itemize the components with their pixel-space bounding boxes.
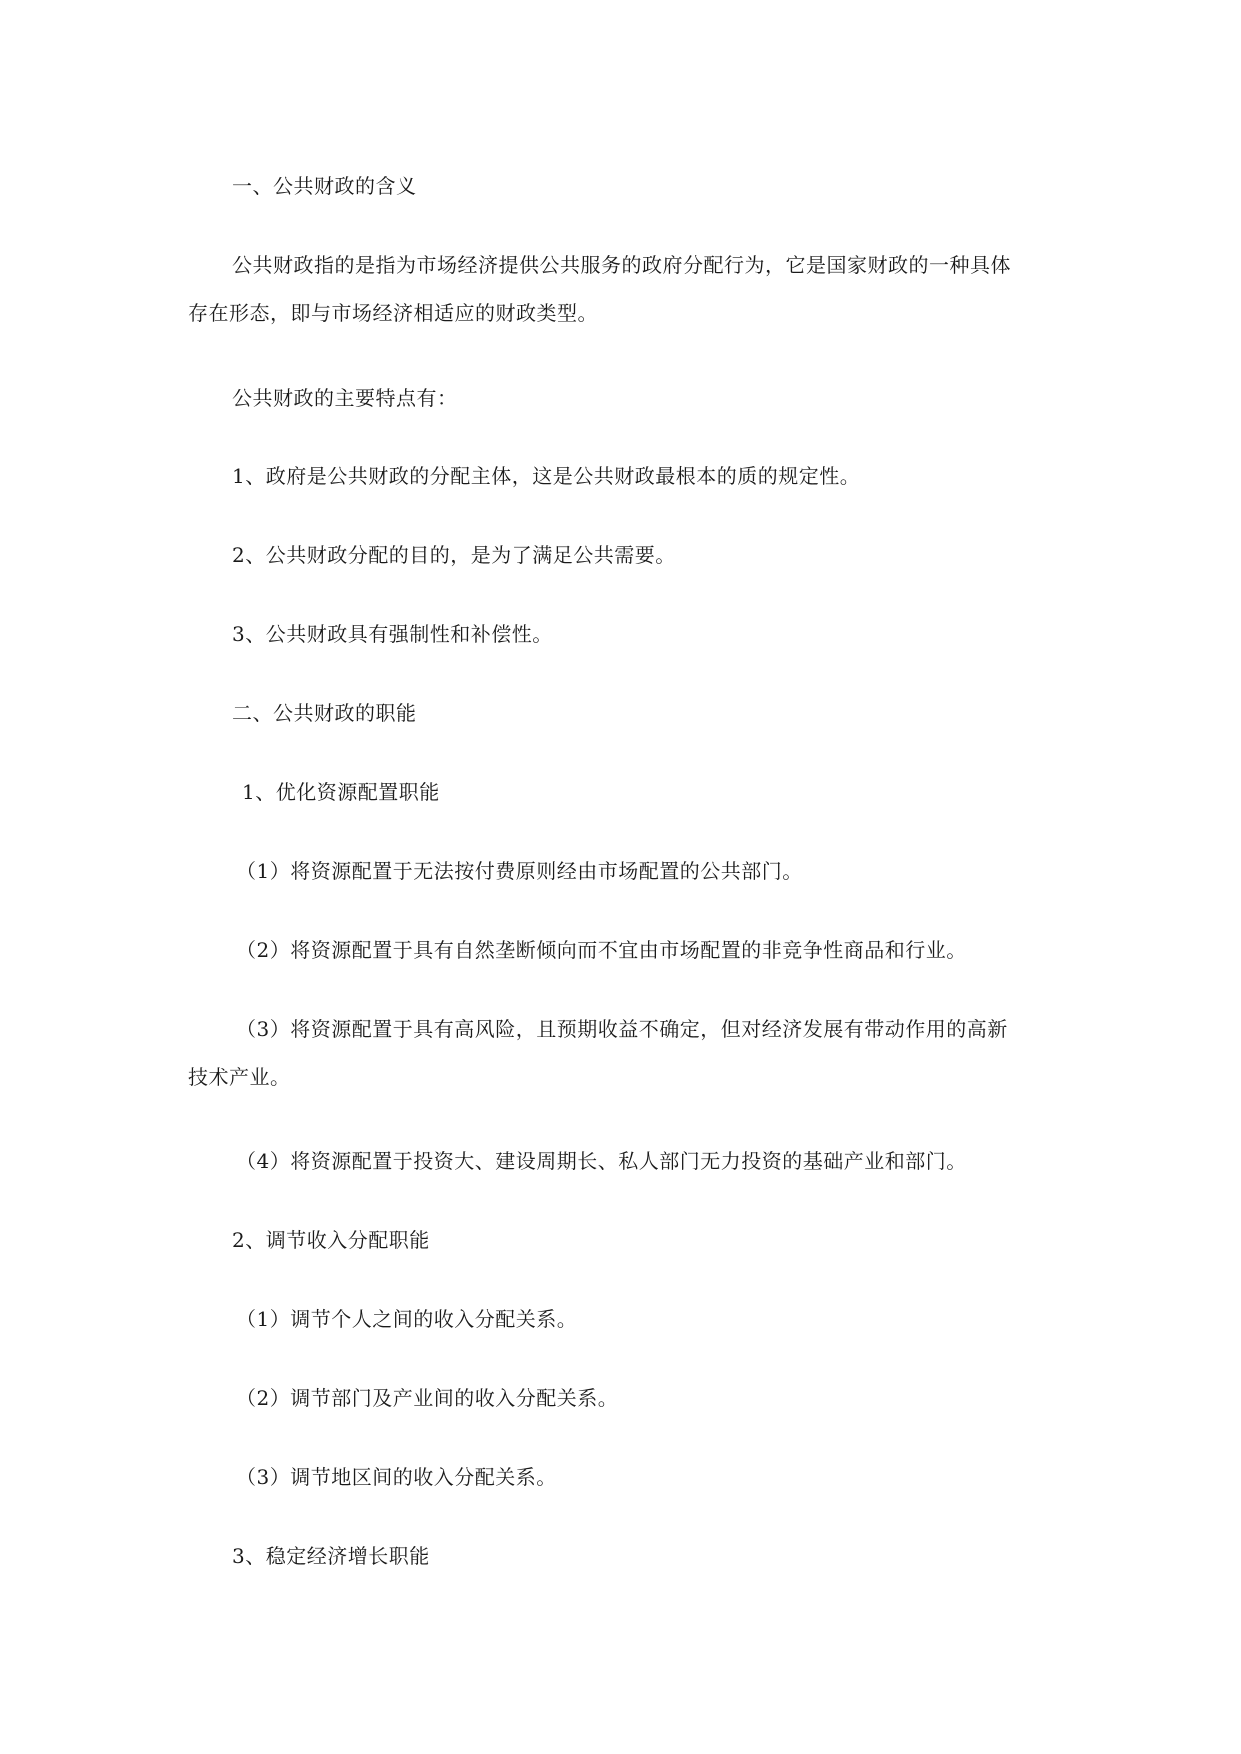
resource-allocation-item-2: （2）将资源配置于具有自然垄断倾向而不宜由市场配置的非竞争性商品和行业。: [236, 938, 967, 962]
definition-line-1: 公共财政指的是指为市场经济提供公共服务的政府分配行为，它是国家财政的一种具体: [232, 253, 1011, 277]
features-intro: 公共财政的主要特点有：: [232, 386, 458, 410]
section-heading-functions: 二、公共财政的职能: [232, 701, 417, 725]
income-distribution-item-1: （1）调节个人之间的收入分配关系。: [236, 1307, 578, 1331]
function-title-resource-allocation: 1、优化资源配置职能: [242, 780, 440, 804]
feature-item-3: 3、公共财政具有强制性和补偿性。: [232, 622, 553, 646]
income-distribution-item-3: （3）调节地区间的收入分配关系。: [236, 1465, 557, 1489]
function-title-economic-stability: 3、稳定经济增长职能: [232, 1544, 430, 1568]
function-title-income-distribution: 2、调节收入分配职能: [232, 1228, 430, 1252]
definition-line-2: 存在形态，即与市场经济相适应的财政类型。: [188, 301, 598, 325]
section-heading-meaning: 一、公共财政的含义: [232, 174, 417, 198]
resource-allocation-item-3: [188, 1015, 1008, 1091]
feature-item-2: 2、公共财政分配的目的，是为了满足公共需要。: [232, 543, 676, 567]
income-distribution-item-2: （2）调节部门及产业间的收入分配关系。: [236, 1386, 619, 1410]
resource-allocation-item-3-line-1: （3）将资源配置于具有高风险，且预期收益不确定，但对经济发展有带动作用的高新: [236, 1017, 1008, 1041]
resource-allocation-item-4: （4）将资源配置于投资大、建设周期长、私人部门无力投资的基础产业和部门。: [236, 1149, 967, 1173]
resource-allocation-item-3-line-2: 技术产业。: [188, 1065, 291, 1089]
feature-item-1: 1、政府是公共财政的分配主体，这是公共财政最根本的质的规定性。: [232, 464, 861, 488]
resource-allocation-item-1: （1）将资源配置于无法按付费原则经由市场配置的公共部门。: [236, 859, 803, 883]
definition-paragraph: [188, 251, 1011, 327]
